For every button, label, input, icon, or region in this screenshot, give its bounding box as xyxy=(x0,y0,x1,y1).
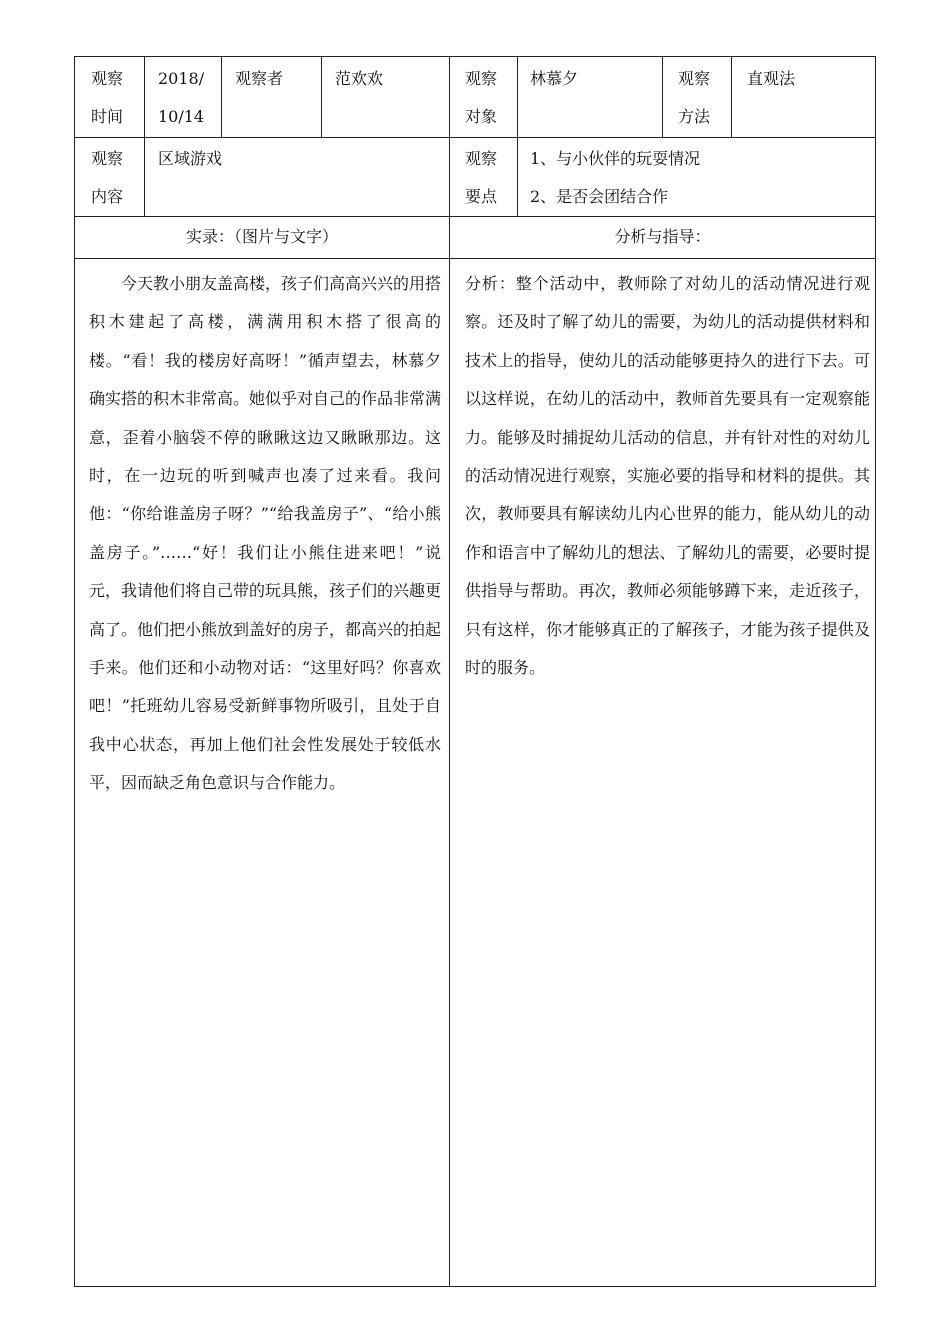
point-2: 2、是否会团结合作 xyxy=(530,187,669,206)
analysis-text: 分析：整个活动中，教师除了对幼儿的活动情况进行观察。还及时了解了幼儿的需要，为幼儿的活动提供材料和技术上的指导，使幼儿的活动能够更持久的进行下去。可以这样说，在幼儿的活动中，教师首先要具有一定观察能力。能够及时捕捉幼儿活动的信息，并有针对性的对幼儿的活动情况进行观察，实施必要的指导和材料的提供。其次，教师要具有解读幼儿内心世界的能力，能从幼儿的动作和语言中了解幼儿的想法、了解幼儿的需要，必要时提供指导与帮助。再次，教师必须能够蹲下来，走近孩子，只有这样，你才能够真正的了解孩子，才能为孩子提供及时的服务。 xyxy=(465,274,870,678)
col-divider-3 xyxy=(321,57,322,137)
record-text: 今天教小朋友盖高楼，孩子们高高兴兴的用搭积木建起了高楼，满满用积木搭了很高的楼。“看！我的楼房好高呀！”循声望去，林慕夕确实搭的积木非常高。她似乎对自己的作品非常满意，歪着小脑袋不停的瞅瞅这边又瞅瞅那边。这时，在一边玩的听到喊声也凑了过来看。我问他：“你给谁盖房子呀？”“给我盖房子”、“给小熊盖房子。”……“好！我们让小熊住进来吧！”说元，我请他们将自己带的玩具熊，孩子们的兴趣更高了。他们把小熊放到盖好的房子，都高兴的拍起手来。他们还和小动物对话：“这里好吗？你喜欢吧！”托班幼儿容易受新鲜事物所吸引，且处于自我中心状态，再加上他们社会性发展处于较低水平，因而缺乏角色意识与合作能力。 xyxy=(89,274,442,793)
method-value: 直观法 xyxy=(747,69,796,88)
method-label: 观察方法 xyxy=(678,69,711,126)
record-section-title: 实录：（图片与文字） xyxy=(185,227,338,246)
row-divider-section-titles xyxy=(75,258,875,259)
observer-label: 观察者 xyxy=(235,69,284,88)
points-label: 观察要点 xyxy=(465,149,498,206)
subject-value: 林慕夕 xyxy=(530,69,579,88)
subject-label: 观察对象 xyxy=(465,69,498,126)
observation-record-table xyxy=(74,56,876,1287)
time-label: 观察时间 xyxy=(91,69,124,126)
col-divider-1 xyxy=(144,57,145,216)
col-divider-5 xyxy=(517,57,518,216)
row-divider-header xyxy=(75,137,875,138)
content-label: 观察内容 xyxy=(91,149,124,206)
col-divider-6 xyxy=(662,57,663,137)
col-divider-2 xyxy=(221,57,222,137)
row-divider-content xyxy=(75,216,875,217)
point-1: 1、与小伙伴的玩耍情况 xyxy=(530,149,701,168)
col-divider-7 xyxy=(731,57,732,137)
observer-value: 范欢欢 xyxy=(335,69,384,88)
content-value: 区域游戏 xyxy=(158,149,223,168)
time-value: 2018/10/14 xyxy=(158,69,205,126)
analysis-section-title: 分析与指导： xyxy=(614,227,711,246)
